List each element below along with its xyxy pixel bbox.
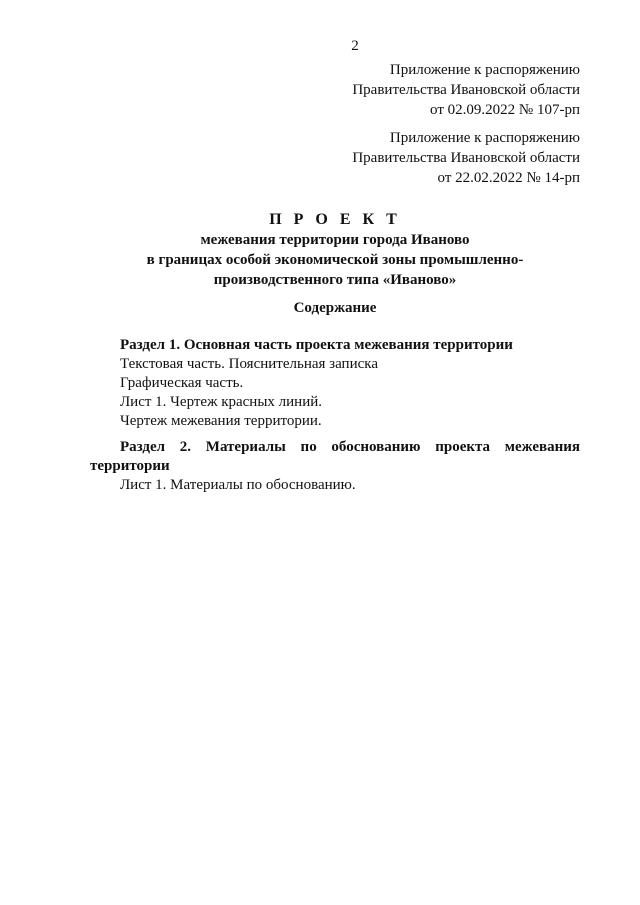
title-line: производственного типа «Иваново» xyxy=(213,272,457,288)
appendix-note-original xyxy=(352,128,580,188)
contents-heading: Содержание xyxy=(293,300,377,316)
appendix-line: Правительства Ивановской области xyxy=(352,82,580,98)
contents-item: Лист 1. Чертеж красных линий. xyxy=(120,394,323,410)
contents-item: Текстовая часть. Пояснительная записка xyxy=(120,356,378,372)
section-1 xyxy=(90,336,580,431)
appendix-line: Приложение к распоряжению xyxy=(389,130,580,146)
section-2 xyxy=(90,438,580,495)
document-title xyxy=(90,210,580,290)
appendix-date: от 22.02.2022 № 14-рп xyxy=(437,170,580,186)
appendix-date: от 02.09.2022 № 107-рп xyxy=(430,102,580,118)
appendix-note-current xyxy=(352,60,580,120)
page-number: 2 xyxy=(351,38,359,54)
section-heading: Раздел 1. Основная часть проекта межевания территории xyxy=(120,337,513,353)
section-heading: Раздел 2. Материалы по обоснованию проекта межевания xyxy=(120,439,580,455)
appendix-line: Правительства Ивановской области xyxy=(352,150,580,166)
title-line: в границах особой экономической зоны промышленно- xyxy=(146,252,524,268)
contents-item: Лист 1. Материалы по обоснованию. xyxy=(120,477,356,493)
contents-item: Чертеж межевания территории. xyxy=(120,413,322,429)
appendix-line: Приложение к распоряжению xyxy=(389,62,580,78)
project-label: П Р О Е К Т xyxy=(269,211,401,228)
title-line: межевания территории города Иваново xyxy=(200,232,470,248)
section-heading-continued: территории xyxy=(90,458,170,474)
contents-item: Графическая часть. xyxy=(120,375,244,391)
